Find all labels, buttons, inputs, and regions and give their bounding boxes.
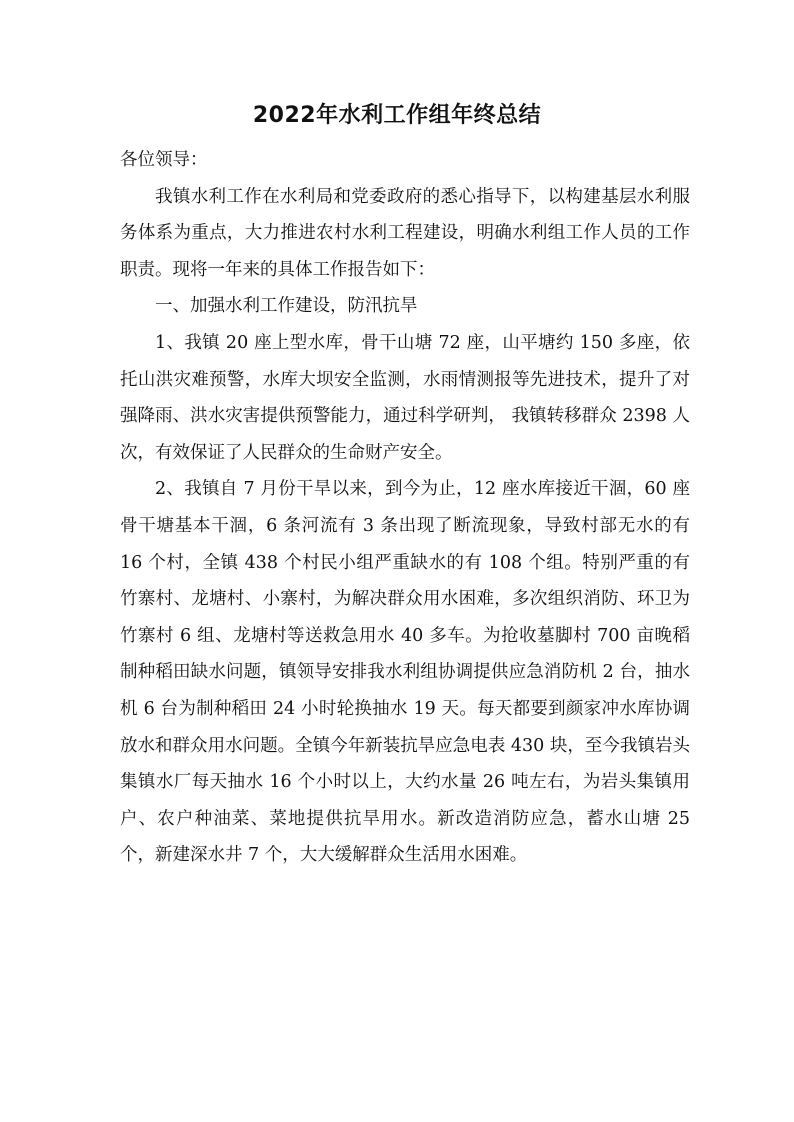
paragraph-intro: 我镇水利工作在水利局和党委政府的悉心指导下，以构建基层水利服务体系为重点，大力推进农村水利工程建设，明确水利组工作人员的工作职责。现将一年来的具体工作报告如下： bbox=[120, 186, 690, 280]
document-body bbox=[120, 142, 690, 874]
section-heading: 一、加强水利工作建设，防汛抗旱 bbox=[155, 296, 418, 317]
paragraph-item-1: 1、我镇 20 座上型水库，骨干山塘 72 座，山平塘约 150 多座，依托山洪灾难预警，水库大坝安全监测，水雨情测报等先进技术，提升了对强降雨、洪水灾害提供预警能力，通过科学研判， 我镇转移群众 2398 人次，有效保证了人民群众的生命财产安全。 bbox=[120, 332, 690, 463]
greeting: 各位领导： bbox=[120, 150, 208, 170]
document-title: 2022年水利工作组年终总结 bbox=[252, 103, 542, 128]
paragraph-item-2: 2、我镇自 7 月份干旱以来，到今为止，12 座水库接近干涸，60 座骨干塘基本干涸，6 条河流有 3 条出现了断流现象，导致村部无水的有 16 个村，全镇 438 个村民小组严重缺水的有 108 个组。特别严重的有竹寨村、龙塘村、小寨村，为解决群众用水困难，多次组织消防、环卫为竹寨村 6 组、龙塘村等送救急用水 40 多车。为抢收墓脚村 700 亩晚稻制种稻田缺水问题，镇领导安排我水利组协调提供应急消防机 2 台，抽水机 6 台为制种稻田 24 小时轮换抽水 19 天。每天都要到颜家冲水库协调放水和群众用水问题。全镇今年新装抗旱应急电表 430 块，至今我镇岩头集镇水厂每天抽水 16 个小时以上，大约水量 26 吨左右，为岩头集镇用户、农户种油菜、菜地提供抗旱用水。新改造消防应急，蓄水山塘 25 个，新建深水井 7 个，大大缓解群众生活用水困难。 bbox=[120, 479, 690, 866]
